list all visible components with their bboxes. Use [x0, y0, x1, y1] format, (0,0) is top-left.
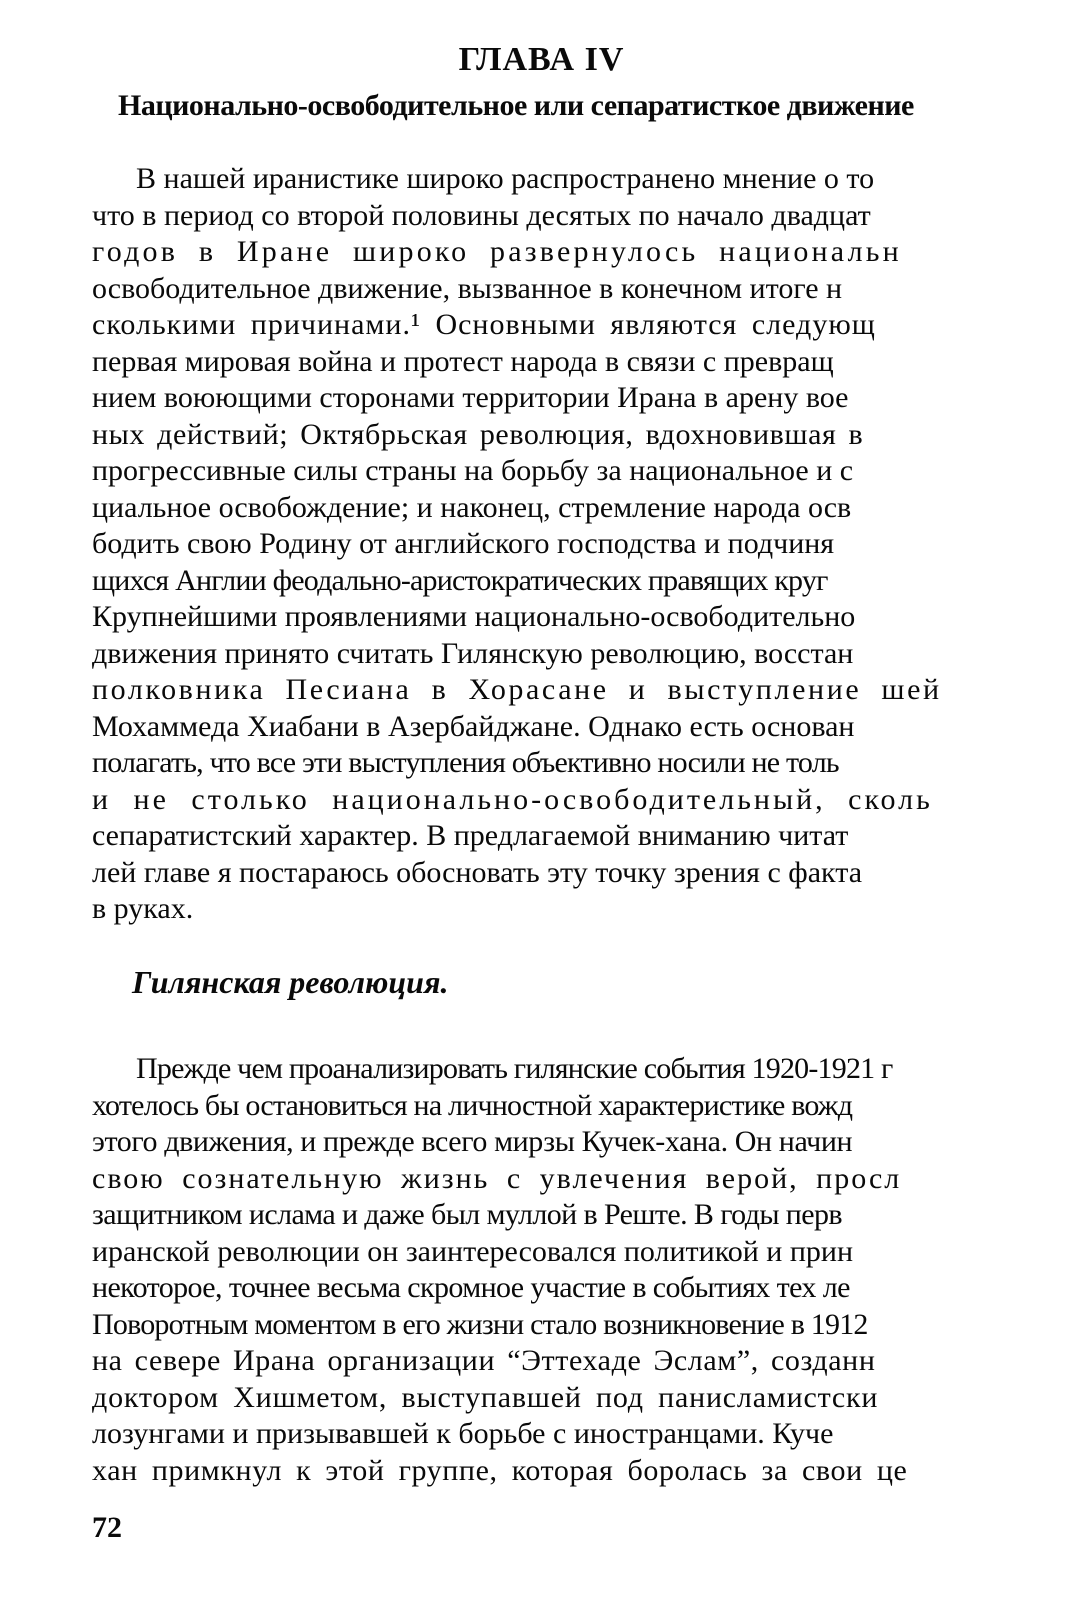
text-line: В нашей иранистике широко распространено мнение о то — [136, 162, 875, 195]
text-line: нием воюющими сторонами территории Ирана в арену вое — [92, 381, 849, 414]
text-line: некоторое, точнее весьма скромное участие в событиях тех ле — [92, 1271, 850, 1304]
text-line: иранской революции он заинтересовался политикой и прин — [92, 1234, 854, 1268]
text-line: защитником ислама и даже был муллой в Реште. В годы перв — [92, 1198, 842, 1231]
text-line: и не столько национально-освободительный, сколь — [92, 782, 933, 816]
paragraph-intro — [92, 161, 1083, 928]
text-line: Крупнейшими проявлениями национально-освободительно — [92, 600, 856, 633]
text-line: первая мировая война и протест народа в связи с превращ — [92, 344, 834, 378]
text-line: циальное освобождение; и наконец, стремление народа осв — [92, 490, 852, 524]
text-line: в руках. — [92, 892, 194, 925]
section-heading: Гилянская революция. — [132, 964, 449, 1000]
text-line: свою сознательную жизнь с увлечения верой, просл — [92, 1161, 902, 1195]
text-line: сепаратистский характер. В предлагаемой вниманию читат — [92, 819, 849, 852]
text-line: хотелось бы остановиться на личностной характеристике вожд — [92, 1088, 853, 1122]
text-line: Поворотным моментом в его жизни стало возникновение в 1912 — [92, 1307, 868, 1341]
text-line: освободительное движение, вызванное в конечном итоге н — [92, 271, 843, 305]
paragraph-gilan — [92, 1051, 1083, 1489]
text-line: прогрессивные силы страны на борьбу за национальное и с — [92, 454, 854, 487]
text-line: Прежде чем проанализировать гилянские события 1920-1921 г — [136, 1052, 893, 1085]
text-line: бодить свою Родину от английского господства и подчиня — [92, 527, 835, 560]
chapter-subtitle: Национально-освободительное или сепаратисткое движение — [118, 89, 914, 122]
text-line: на севере Ирана организации “Эттехаде Эслам”, созданн — [92, 1344, 876, 1377]
text-line: ных действий; Октябрьская революция, вдохновившая в — [92, 417, 864, 451]
text-line: этого движения, и прежде всего мирзы Кучек-хана. Он начин — [92, 1125, 853, 1158]
text-line: хан примкнул к этой группе, которая боролась за свои це — [92, 1453, 908, 1487]
text-line: Мохаммеда Хиабани в Азербайджане. Однако есть основан — [92, 709, 855, 743]
text-line: щихся Англии феодально-аристократических правящих круг — [92, 563, 828, 597]
text-line: что в период со второй половины десятых по начало двадцат — [92, 198, 871, 232]
text-line: лозунгами и призывавшей к борьбе с иностранцами. Куче — [92, 1417, 834, 1450]
text-line: доктором Хишметом, выступавшей под панисламистски — [92, 1380, 879, 1414]
text-line: полагать, что все эти выступления объективно носили не толь — [92, 746, 839, 779]
page-number: 72 — [92, 1511, 122, 1544]
text-line: лей главе я постараюсь обосновать эту точку зрения с факта — [92, 855, 863, 889]
text-line: движения принято считать Гилянскую революцию, восстан — [92, 636, 854, 670]
text-line: сколькими причинами.¹ Основными являются следующ — [92, 308, 876, 341]
text-line: полковника Песиана в Хорасане и выступление шей — [92, 673, 942, 706]
chapter-title: ГЛАВА IV — [458, 41, 625, 78]
text-line: годов в Иране широко развернулось национальн — [92, 235, 902, 268]
